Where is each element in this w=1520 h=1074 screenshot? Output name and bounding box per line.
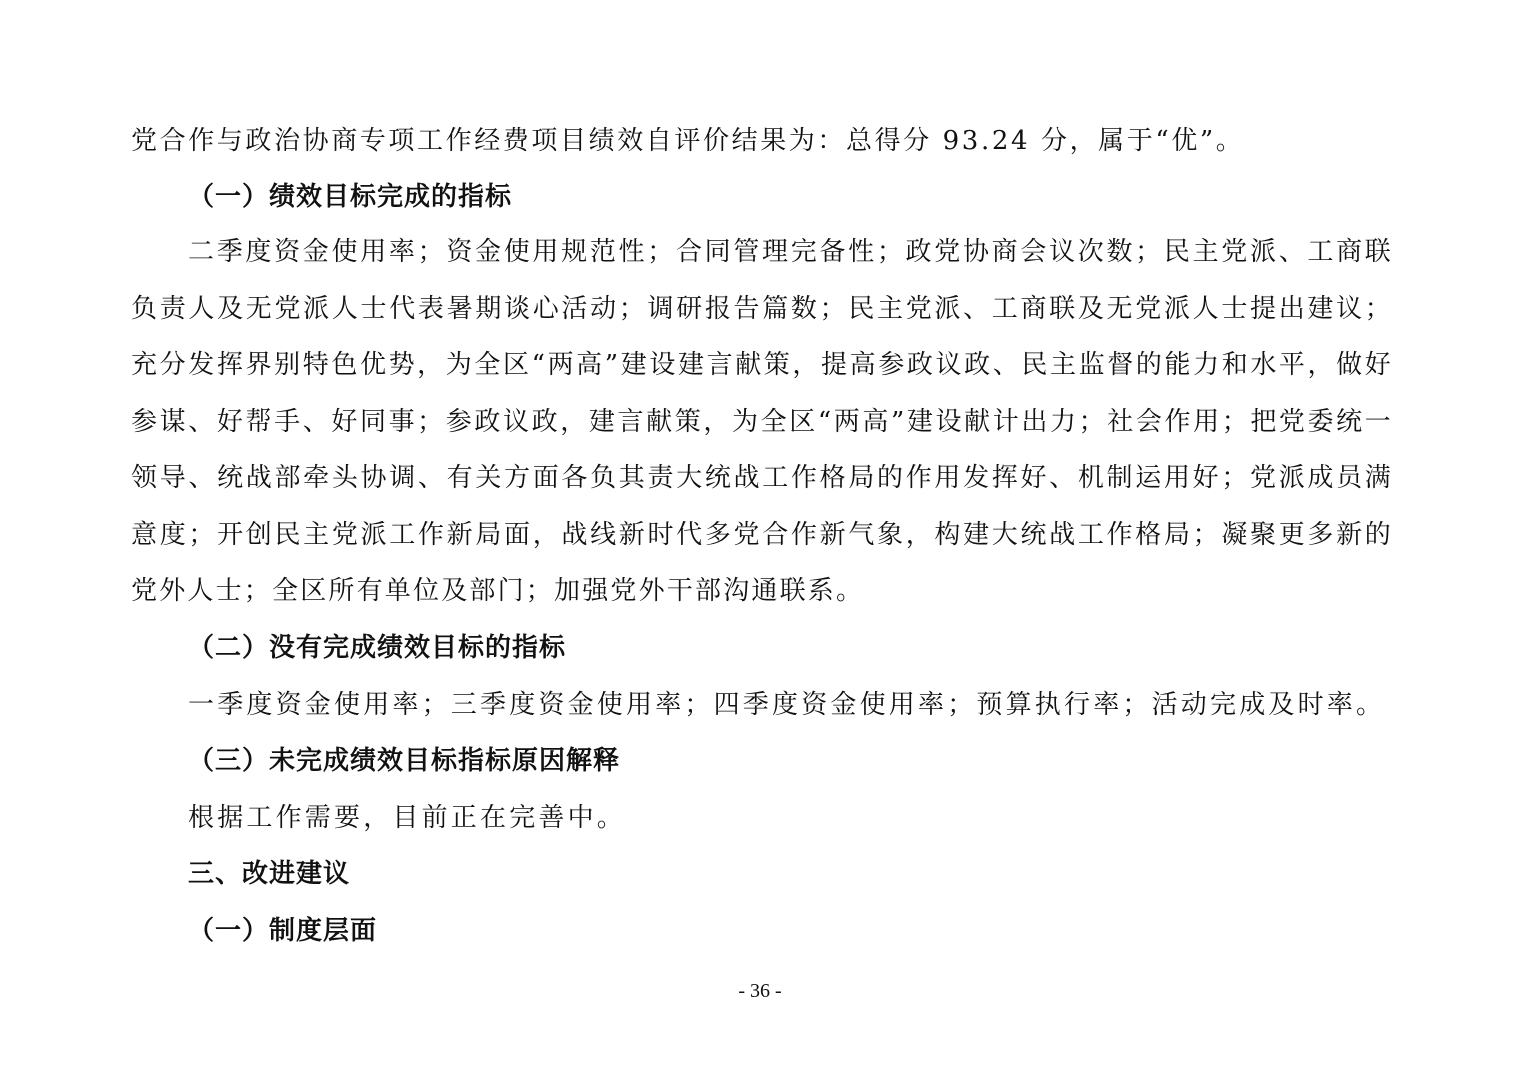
section2-heading: （二）没有完成绩效目标的指标 (188, 633, 567, 663)
page-number: - 36 - (738, 980, 782, 1002)
part3-sub1-heading: （一）制度层面 (188, 916, 378, 946)
intro-line: 党合作与政治协商专项工作经费项目绩效自评价结果为：总得分 93.24 分，属于“优”。 (131, 126, 1245, 156)
part3-heading: 三、改进建议 (188, 859, 351, 889)
section3-heading: （三）未完成绩效目标指标原因解释 (188, 746, 621, 776)
section3-paragraph: 根据工作需要，目前正在完善中。 (188, 803, 627, 833)
section1-paragraph: 二季度资金使用率；资金使用规范性；合同管理完备性；政党协商会议次数；民主党派、工商联负责人及无党派人士代表暑期谈心活动；调研报告篇数；民主党派、工商联及无党派人士提出建议；充分发挥界别特色优势，为全区“两高”建设建言献策，提高参政议政、民主监督的能力和水平，做好参谋、好帮手、好同事；参政议政，建言献策，为全区“两高”建设献计出力；社会作用；把党委统一领导、统战部牵头协调、有关方面各负其责大统战工作格局的作用发挥好、机制运用好；党派成员满意度；开创民主党派工作新局面，战线新时代多党合作新气象，构建大统战工作格局；凝聚更多新的党外人士；全区所有单位及部门；加强党外干部沟通联系。 (131, 237, 1393, 606)
section1-heading: （一）绩效目标完成的指标 (188, 182, 513, 212)
section1-paragraph-block (131, 224, 1393, 620)
section2-paragraph: 一季度资金使用率；三季度资金使用率；四季度资金使用率；预算执行率；活动完成及时率。 (188, 690, 1386, 720)
